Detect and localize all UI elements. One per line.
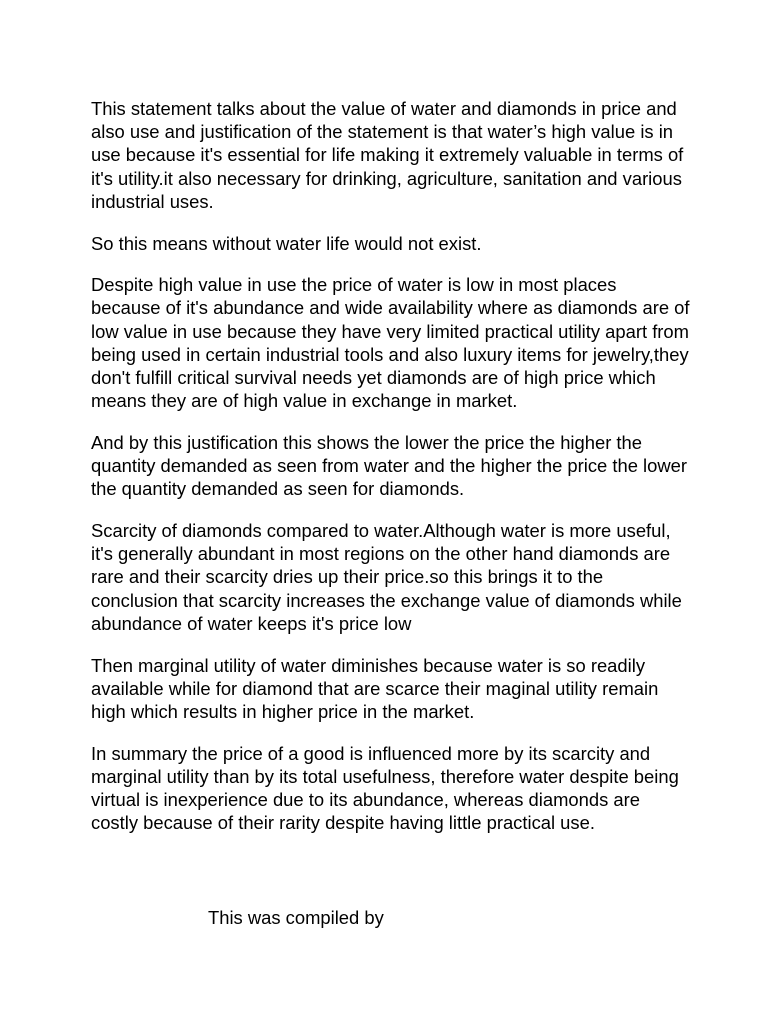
signature-line: This was compiled by (208, 907, 384, 928)
paragraph-demand: And by this justification this shows the lower the price the higher the quantity demanded as seen from water and the higher the price the lower the quantity demanded as seen for diamonds. (91, 431, 688, 500)
document-body (91, 97, 691, 853)
paragraph-summary: In summary the price of a good is influenced more by its scarcity and marginal utility than by its total usefulness, therefore water despite being virtual is inexperience due to its abundance, whereas diamonds are costly because of their rarity despite having little practical use. (91, 742, 679, 834)
paragraph-intro: This statement talks about the value of water and diamonds in price and also use and justification of the statement is that water’s high value is in use because it's essential for life making it extremely valuable in terms of it's utility.it also necessary for drinking, agriculture, sanitation and various industrial uses. (91, 98, 684, 212)
paragraph-life: So this means without water life would not exist. (91, 232, 482, 254)
paragraph-marginal-utility: Then marginal utility of water diminishes because water is so readily available while for diamond that are scarce their maginal utility remain high which results in higher price in the market. (91, 654, 659, 722)
paragraph-scarcity: Scarcity of diamonds compared to water.Although water is more useful, it's generally abundant in most regions on the other hand diamonds are rare and their scarcity dries up their price.so this brings it to the conclusion that scarcity increases the exchange value of diamonds while abundance of water keeps it's price low (91, 520, 682, 634)
paragraph-value-in-use: Despite high value in use the price of water is low in most places because of it's abundance and wide availability where as diamonds are of low value in use because they have very limited practical utility apart from being used in certain industrial tools and also luxury items for jewelry,they don't fulfill critical survival needs yet diamonds are of high price which means they are of high value in exchange in market. (91, 274, 690, 412)
